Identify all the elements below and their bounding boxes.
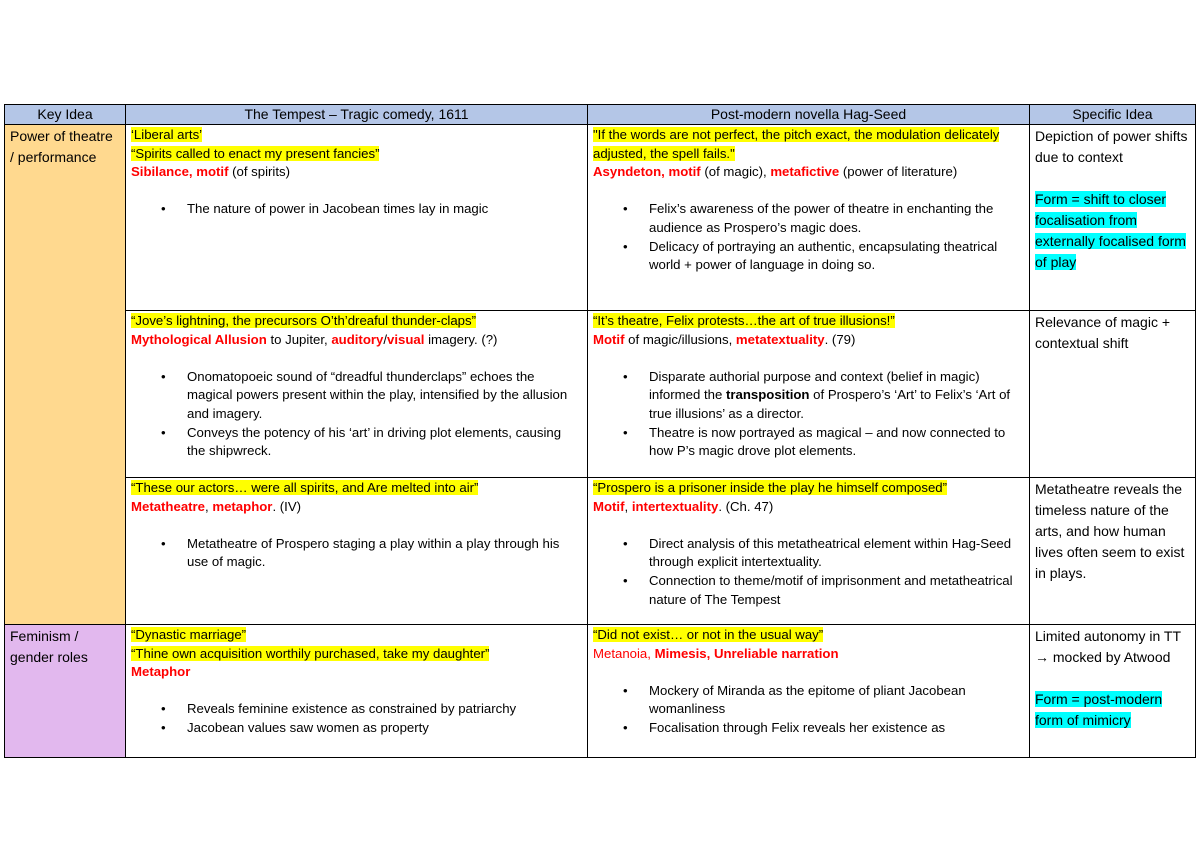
hagseed-cell: [588, 625, 1030, 758]
list-item-emphasis: transposition: [725, 387, 810, 403]
hagseed-cell: [588, 125, 1030, 311]
technique-note: ,: [205, 498, 213, 514]
technique-note: ,: [706, 645, 714, 661]
technique: metaphor: [212, 498, 273, 514]
table-row: [5, 478, 1196, 625]
bullet-list: [593, 535, 1024, 609]
quote: “These our actors… were all spirits, and Are melted into air”: [131, 480, 479, 495]
list-item: • Onomatopoeic sound of “dreadful thunderclaps” echoes the magical powers present within the play, intensified by the allusion and imagery.: [187, 368, 582, 424]
specific-idea-part: mocked by Atwood: [1049, 649, 1171, 665]
technique: Motif: [593, 498, 625, 514]
bullet-list: [131, 700, 582, 737]
quote: ‘Liberal arts’: [131, 127, 203, 142]
technique: Motif: [593, 331, 625, 347]
technique: metafictive: [770, 164, 840, 180]
key-idea-label: Power of theatre / performance: [10, 128, 113, 165]
technique: Mythological Allusion: [131, 331, 267, 347]
list-item: • Jacobean values saw women as property: [187, 719, 582, 738]
key-idea-label: Feminism / gender roles: [10, 628, 88, 665]
specific-idea-text: [1035, 626, 1190, 668]
technique-note: to Jupiter,: [266, 331, 332, 347]
form-note-text: Form = post-modern form of mimicry: [1035, 691, 1163, 728]
tempest-cell: [126, 478, 588, 625]
header-specific-idea: Specific Idea: [1030, 105, 1196, 125]
bullet-list: [593, 368, 1024, 461]
specific-idea-cell: [1030, 478, 1196, 625]
specific-idea-text: Depiction of power shifts due to context: [1035, 128, 1188, 165]
list-item: • Mockery of Miranda as the epitome of pliant Jacobean womanliness: [649, 682, 1024, 719]
technique-note: of magic/illusions,: [624, 331, 736, 347]
list-item: • Reveals feminine existence as constrained by patriarchy: [187, 700, 582, 719]
key-idea-theatre: [5, 125, 126, 625]
list-item: • Theatre is now portrayed as magical – and now connected to how P’s magic drove plot elements.: [649, 424, 1024, 461]
table-row: [5, 311, 1196, 478]
technique: metatextuality: [735, 331, 825, 347]
header-hagseed: Post-modern novella Hag-Seed: [588, 105, 1030, 125]
list-item-text: of Prospero’s ‘Art’ to Felix’s ‘Art of true illusions’ as a director.: [649, 387, 1011, 421]
hagseed-cell: [588, 478, 1030, 625]
technique-note: (power of literature): [839, 164, 958, 180]
specific-idea-cell: [1030, 625, 1196, 758]
technique: visual: [387, 331, 425, 347]
form-note: [1035, 191, 1186, 270]
list-item: • Direct analysis of this metatheatrical element within Hag-Seed through explicit intertextuality.: [649, 535, 1024, 572]
quote: “Spirits called to enact my present fancies”: [131, 145, 380, 161]
tempest-cell: [126, 311, 588, 478]
list-item: • Metatheatre of Prospero staging a play within a play through his use of magic.: [187, 535, 582, 572]
form-note-text: Form = shift to closer focalisation from externally focalised form of play: [1035, 191, 1186, 270]
quote: “Jove’s lightning, the precursors O’th’dreaful thunder-claps”: [131, 313, 476, 328]
list-item: • The nature of power in Jacobean times lay in magic: [187, 200, 582, 219]
form-note: [1035, 691, 1162, 728]
analysis-table: [4, 104, 1196, 758]
specific-idea-text: Relevance of magic + contextual shift: [1035, 314, 1171, 351]
bullet-list: [593, 682, 1024, 738]
technique: intertextuality: [631, 498, 719, 514]
header-tempest: The Tempest – Tragic comedy, 1611: [126, 105, 588, 125]
quote: “Prospero is a prisoner inside the play he himself composed”: [593, 480, 948, 495]
technique-note: . (79): [824, 331, 856, 347]
technique: Asyndeton, motif: [593, 164, 701, 180]
list-item: • Conveys the potency of his ‘art’ in driving plot elements, causing the shipwreck.: [187, 424, 582, 461]
bullet-list: [131, 200, 582, 219]
bullet-list: [131, 368, 582, 461]
specific-idea-cell: [1030, 311, 1196, 478]
tempest-cell: [126, 625, 588, 758]
technique: Unreliable narration: [713, 645, 839, 661]
technique: auditory: [331, 331, 384, 347]
list-item: [649, 368, 1024, 424]
list-item: • Felix’s awareness of the power of theatre in enchanting the audience as Prospero’s magic does.: [649, 200, 1024, 237]
hagseed-cell: [588, 311, 1030, 478]
tempest-cell: [126, 125, 588, 311]
technique-note: . (Ch. 47): [718, 498, 774, 514]
technique-note: /: [383, 331, 388, 347]
table-row: [5, 125, 1196, 311]
specific-idea-cell: [1030, 125, 1196, 311]
technique-note: (of spirits): [228, 164, 291, 180]
technique-note: . (IV): [272, 498, 302, 514]
quote: “Thine own acquisition worthily purchased, take my daughter”: [131, 645, 490, 661]
technique: Metaphor: [131, 664, 191, 680]
quote: “Dynastic marriage”: [131, 627, 247, 642]
right-arrow-icon: →: [1035, 649, 1049, 665]
list-item: • Focalisation through Felix reveals her existence as: [649, 719, 1024, 738]
quote: "If the words are not perfect, the pitch exact, the modulation delicately adjusted, the spell fails.": [593, 127, 1000, 161]
header-key-idea: Key Idea: [5, 105, 126, 125]
specific-idea-part: Limited autonomy in TT: [1035, 628, 1181, 644]
table-row: [5, 625, 1196, 758]
technique-note: ,: [624, 498, 632, 514]
technique-note: (of magic),: [700, 164, 771, 180]
bullet-list: [131, 535, 582, 572]
bullet-list: [593, 200, 1024, 274]
key-idea-feminism: [5, 625, 126, 758]
header-row: [5, 105, 1196, 125]
specific-idea-text: Metatheatre reveals the timeless nature of the arts, and how human lives often seem to exist in plays.: [1035, 481, 1185, 581]
quote: “It’s theatre, Felix protests…the art of true illusions!”: [593, 313, 895, 328]
list-item: • Connection to theme/motif of imprisonment and metatheatrical nature of The Tempest: [649, 572, 1024, 609]
technique: Sibilance, motif: [131, 164, 229, 180]
technique: Mimesis: [654, 645, 707, 661]
list-item-text: Disparate authorial purpose and context (belief in magic) informed the: [649, 368, 980, 403]
quote: “Did not exist… or not in the usual way”: [593, 627, 824, 642]
technique: Metatheatre: [131, 498, 206, 514]
technique-note: imagery. (?): [424, 331, 498, 347]
technique-note: ,: [647, 645, 655, 661]
list-item: • Delicacy of portraying an authentic, encapsulating theatrical world + power of language in doing so.: [649, 238, 1024, 275]
technique: Metanoia: [593, 645, 648, 661]
